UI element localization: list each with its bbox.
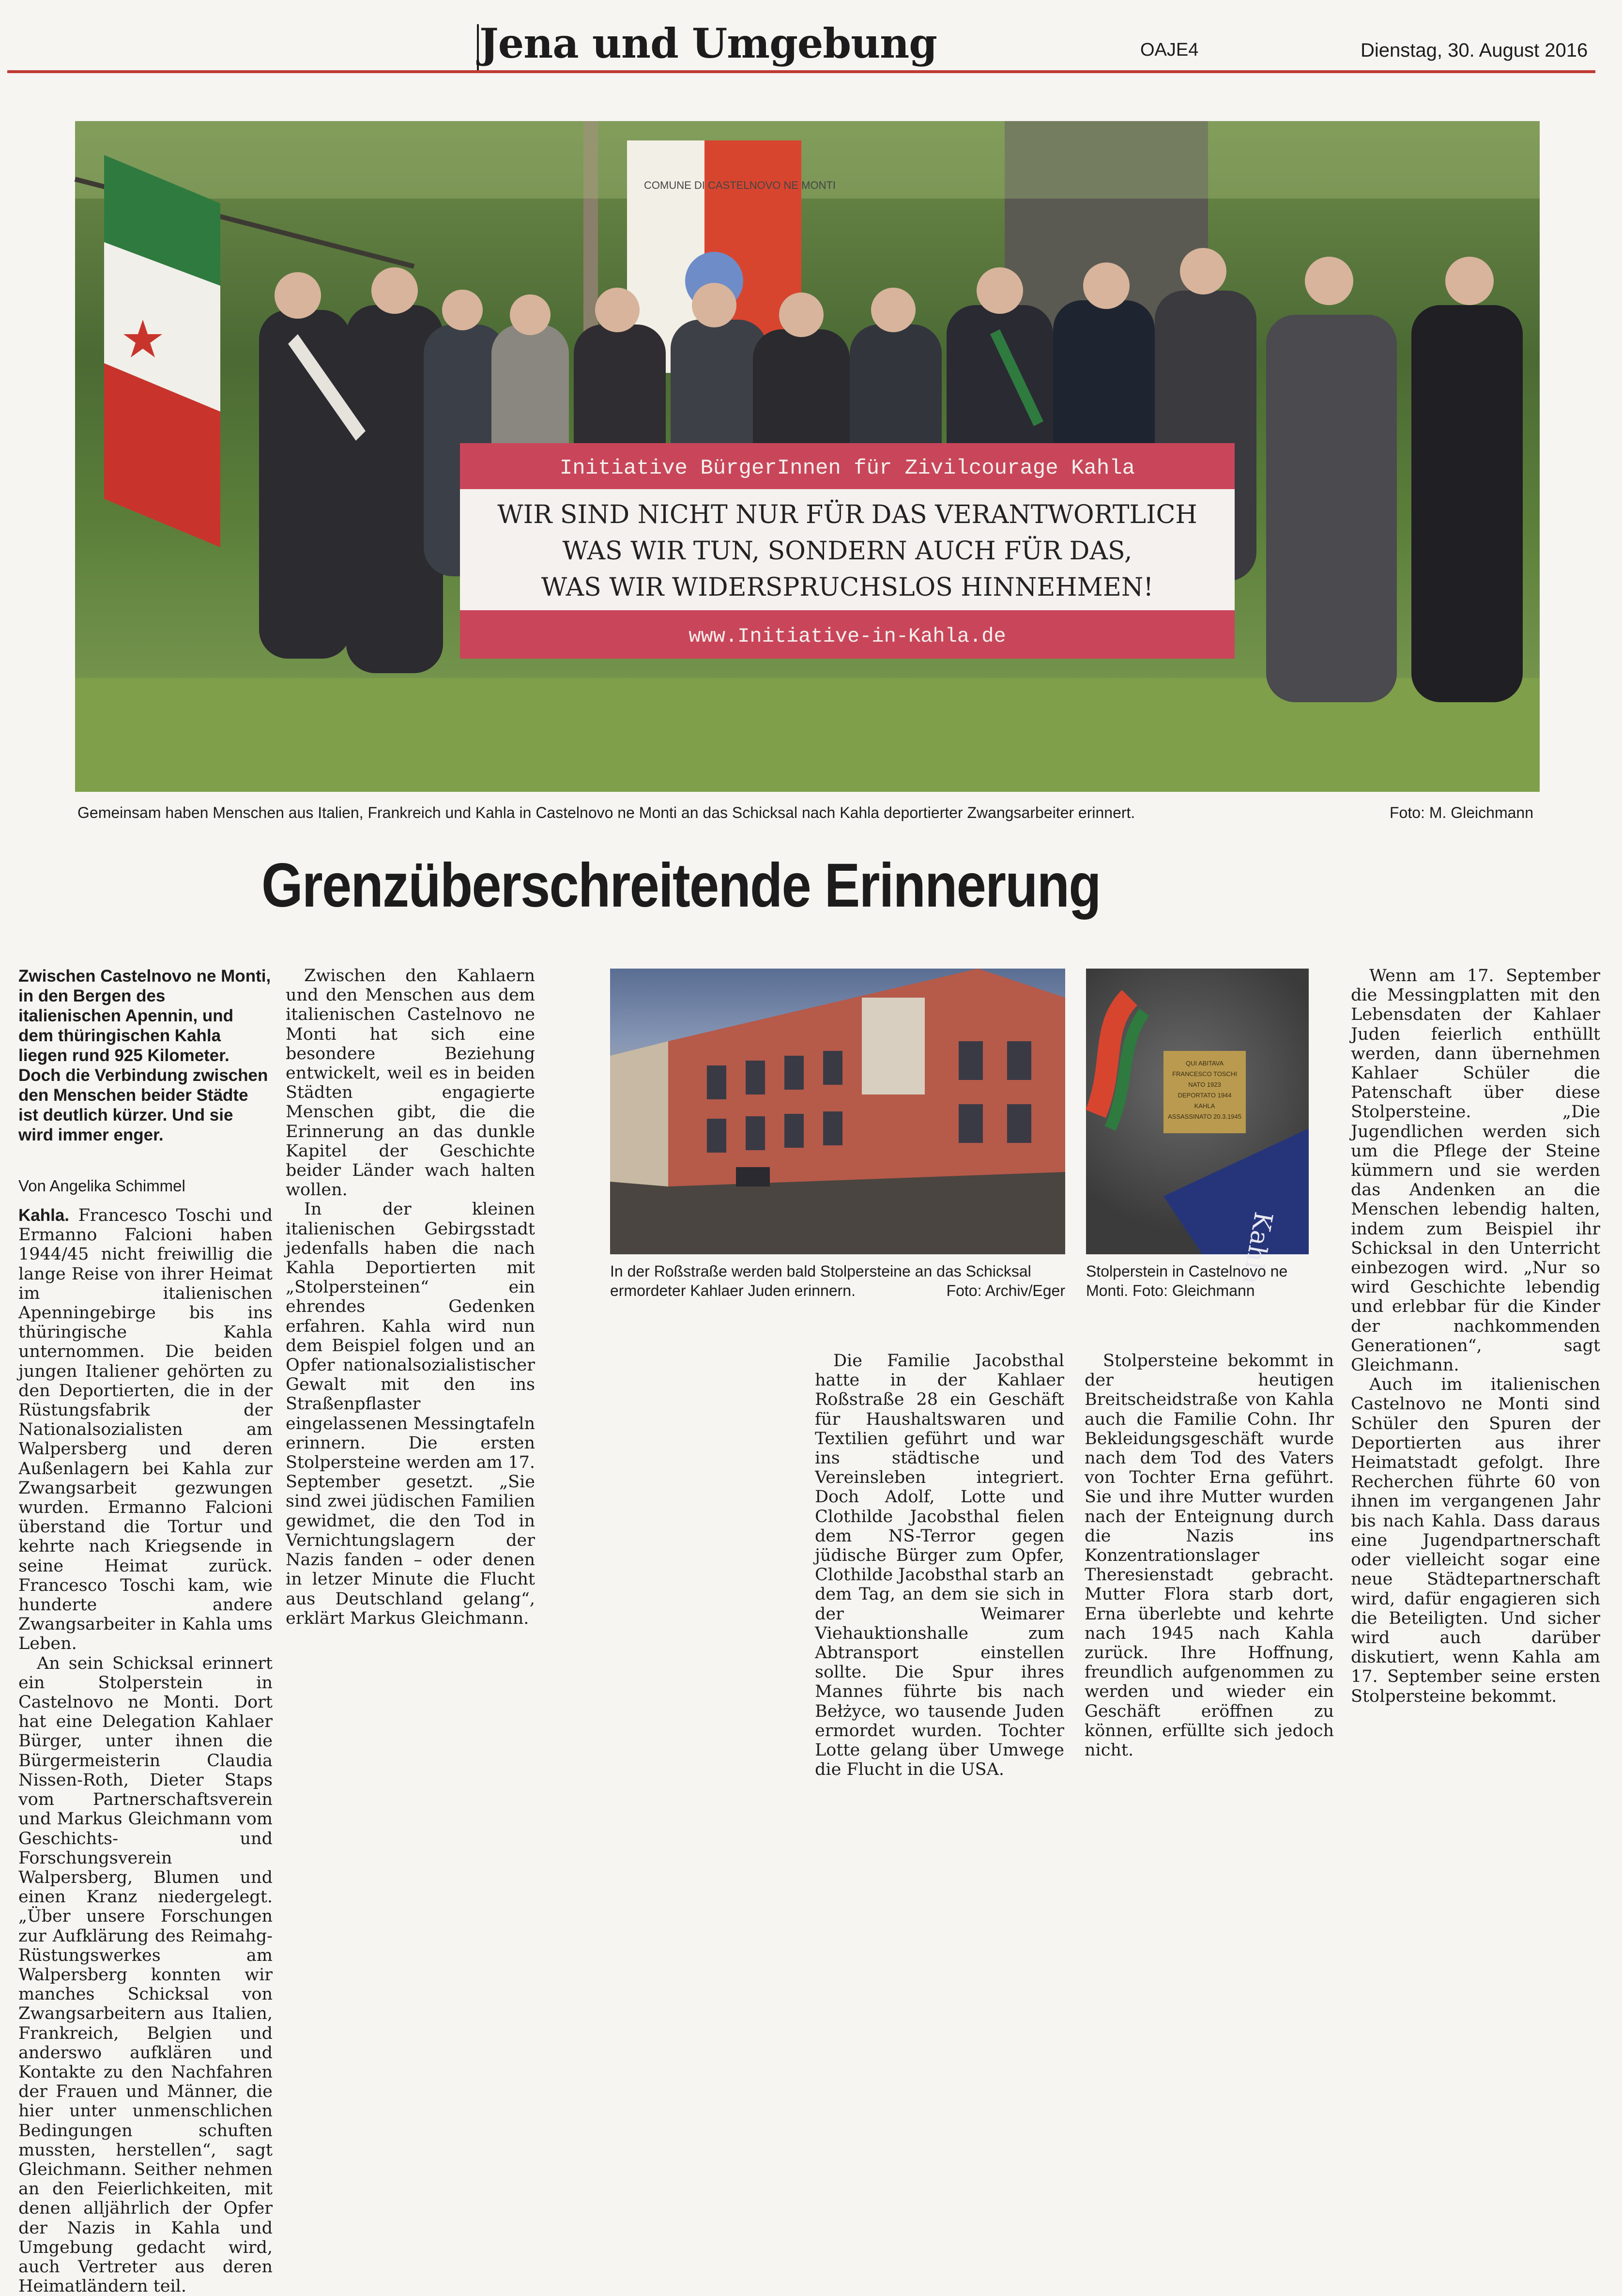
article-column-3 [550,1351,799,1685]
header-divider [477,24,479,72]
stone-line-4: DEPORTATO 1944 [1178,1092,1232,1099]
headline: Grenzüberschreitende Erinnerung [261,851,1101,920]
article-column-1 [18,1206,273,2296]
street-photo [610,969,1065,1254]
street-caption-text: In der Roßstraße werden bald Stolpersteine an das Schicksal ermordeter Kahlaer Juden erinnern. [610,1263,1031,1299]
banner-top-text: Initiative BürgerInnen für Zivilcourage Kahla [559,456,1135,480]
standard-text: COMUNE DI CASTELNOVO NE MONTI [644,179,836,191]
ribbon-card [1163,1128,1309,1254]
byline: Von Angelika Schimmel [18,1177,185,1195]
article-column-2 [286,966,535,1644]
banner-line-2: WAS WIR TUN, SONDERN AUCH FÜR DAS, [562,537,1132,566]
street-photo-illustration [610,969,1065,1254]
stolperstein-caption [1086,1262,1309,1300]
protest-banner [460,443,1235,659]
article-paragraph-4: In der kleinen italienischen Gebirgsstadt jedenfalls haben die nach Kahla Deportierten mit „Stolpersteinen“ ein ehrendes Gedenken erfahren. Kahla wird nun dem Beispiel folgen und an Opfer nationalsozialistischer Gewalt mit den ins Straßenpflaster eingelassenen Messingtafeln erinnern. Die ersten Stolpersteine werden am 17. September gesetzt. „Sie sind zwei jüdischen Familien gewidmet, die den Tod in Vernichtungslagern der Nazis fanden – oder denen in letzer Minute die Flucht aus Deutschland gelang“, erklärt Markus Gleichmann. [286,1200,535,1628]
stone-line-3: NATO 1923 [1188,1081,1221,1088]
main-photo-credit: Foto: M. Gleichmann [1390,804,1533,821]
issue-date: Dienstag, 30. August 2016 [1361,40,1588,61]
street-photo-caption [610,1262,1065,1300]
stone-line-6: ASSASSINATO 20.3.1945 [1168,1113,1241,1120]
stolperstein-credit: Foto: Gleichmann [1132,1282,1255,1299]
street-photo-credit: Foto: Archiv/Eger [946,1282,1065,1299]
page-code: OAJE4 [1140,40,1199,60]
header-rule [7,70,1595,73]
main-photo-illustration [75,121,1540,792]
stolperstein-caption-text: Stolperstein in Castelnovo ne Monti. [1086,1263,1288,1299]
stone-line-1: QUI ABITAVA [1185,1060,1224,1067]
article-paragraph-2: An sein Schicksal erinnert ein Stolperstein in Castelnovo ne Monti. Dort hat eine Delegation Kahlaer Bürger, unter ihnen die Bürgermeisterin Claudia Nissen-Roth, Dieter Staps vom Partnerschaftsverein und Markus Gleichmann vom Geschichts- und Forschungsverein Walpersberg, Blumen und einen Kranz niedergelegt. „Über unsere Forschungen zur Aufklärung des Reimahg-Rüstungswerkes am Walpersberg konnten wir manches Schicksal von Zwangsarbeitern aus Italien, Frankreich, Belgien und anderswo aufklären und Kontakte zu den Nachfahren der Frauen und Männer, die hier unter unmenschlichen Bedingungen schuften mussten, herstellen“, sagt Gleichmann. Seither nehmen an den Feierlichkeiten, mit denen alljährlich der Opfer der Nazis in Kahla und Umgebung gedacht wird, auch Vertreter aus deren Heimatländern teil. [18,1653,273,2296]
article-paragraph-1 [18,1206,273,1654]
article-paragraph-6: Stolpersteine bekommt in der heutigen Breitscheidstraße von Kahla auch die Familie Cohn. Ihr Bekleidungsgeschäft wurde nach dem Tod des Vaters von Tochter Erna geführt. Sie und ihre Mutter wurden nach der Enteignung durch die Nazis ins Konzentrationslager Theresienstadt gebracht. Mutter Flora starb dort, Erna überlebte und kehrte nach 1945 nach Kahla zurück. Ihre Hoffnung, freundlich aufgenommen zu werden und wieder ein Geschäft eröffnen zu können, erfüllte sich jedoch nicht. [1085,1351,1334,1760]
section-title: Jena und Umgebung [479,19,937,67]
lead-paragraph: Zwischen Castelnovo ne Monti, in den Bergen des italienischen Apennin, und dem thüringischen Kahla liegen rund 925 Kilometer. Doch die Verbindung zwischen den Menschen beider Städte ist deutlich kürzer. Und sie wird immer enger. [18,967,271,1144]
article-paragraph-5: Die Familie Jacobsthal hatte in der Kahlaer Roßstraße 28 ein Geschäft für Haushaltswaren und Textilien geführt und war ins städtische und Vereinsleben integriert. Doch Adolf, Lotte und Clothilde Jacobsthal fielen dem NS-Terror gegen jüdische Bürger zum Opfer, Clothilde Jacobsthal starb an dem Tag, an dem sie sich in der Weimarer Viehauktionshalle zum Abtransport einstellen sollte. Die Spur ihres Mannes führte bis nach Bełżyce, wo tausende Juden ermordet wurden. Tochter Lotte gelang über Umwege die Flucht in die USA. [815,1351,1064,1780]
main-photo [75,121,1540,792]
main-photo-caption: Gemeinsam haben Menschen aus Italien, Frankreich und Kahla in Castelnovo ne Monti an das Schicksal nach Kahla deportierter Zwangsarbeiter erinnert. [77,804,1135,821]
article-paragraph-3: Zwischen den Kahlaern und den Menschen aus dem italienischen Castelnovo ne Monti hat sich eine besondere Beziehung entwickelt, weil es in beiden Städten engagierte Menschen gibt, die die Erinnerung an das dunkle Kapitel der Geschichte beider Länder wach halten wollen. [286,966,535,1200]
banner-line-1: WIR SIND NICHT NUR FÜR DAS VERANTWORTLICH [497,500,1197,529]
stone-line-5: KAHLA [1194,1102,1215,1109]
banner-url: www.Initiative-in-Kahla.de [689,625,1006,648]
article-paragraph-7: Wenn am 17. September die Messingplatten mit den Lebensdaten der Kahlaer Juden feierlich enthüllt werden, dann übernehmen Kahlaer Schüler die Patenschaft über diese Stolpersteine. „Die Jugendlichen werden sich um die Pflege der Steine kümmern und sie werden das Andenken an die Menschen lebendig halten, indem zum Beispiel ihr Schicksal in den Unterricht einbezogen wird. „Nur so wird Geschichte lebendig und erlebbar für die Kinder der nachkommenden Generationen“, sagt Gleichmann. [1351,966,1600,1375]
ribbon-text: Kahla [1236,1209,1278,1287]
stone-line-2: FRANCESCO TOSCHI [1172,1070,1237,1078]
article-paragraph-8: Auch im italienischen Castelnovo ne Monti sind Schüler den Spuren der Deportierten aus ihrer Heimatstadt gefolgt. Ihre Recherchen führte 60 von ihnen im vergangenen Jahr bis nach Kahla. Dass daraus eine Jugendpartnerschaft oder vielleicht sogar eine neue Städtepartnerschaft wird, dafür engagieren sich die Beteiligten. Und sicher wird auch darüber diskutiert, wenn Kahla am 17. September seine ersten Stolpersteine bekommt. [1351,1375,1600,1706]
dateline: Kahla. [18,1206,70,1225]
paragraph-1-text: Francesco Toschi und Ermanno Falcioni haben 1944/45 nicht freiwillig die lange Reise von ihrer Heimat im italienischen Apenningebirge bis ins thüringische Kahla unternommen. Die beiden jungen Italiener gehörten zu den Deportierten, die in der Rüstungsfabrik der Nationalsozialisten am Walpersberg und deren Außenlagern bei Kahla zur Zwangsarbeit gezwungen wurden. Ermanno Falcioni überstand die Tortur und kehrte nach Kriegsende in seine Heimat zurück. Francesco Toschi kam, wie hunderte andere Zwangsarbeiter in Kahla ums Leben. [18,1206,273,1654]
article-column-6 [1351,966,1600,1706]
banner-line-3: WAS WIR WIDERSPRUCHSLOS HINNEHMEN! [541,573,1154,602]
article-column-4 [815,1351,1064,1780]
article-column-5 [1085,1351,1334,1760]
